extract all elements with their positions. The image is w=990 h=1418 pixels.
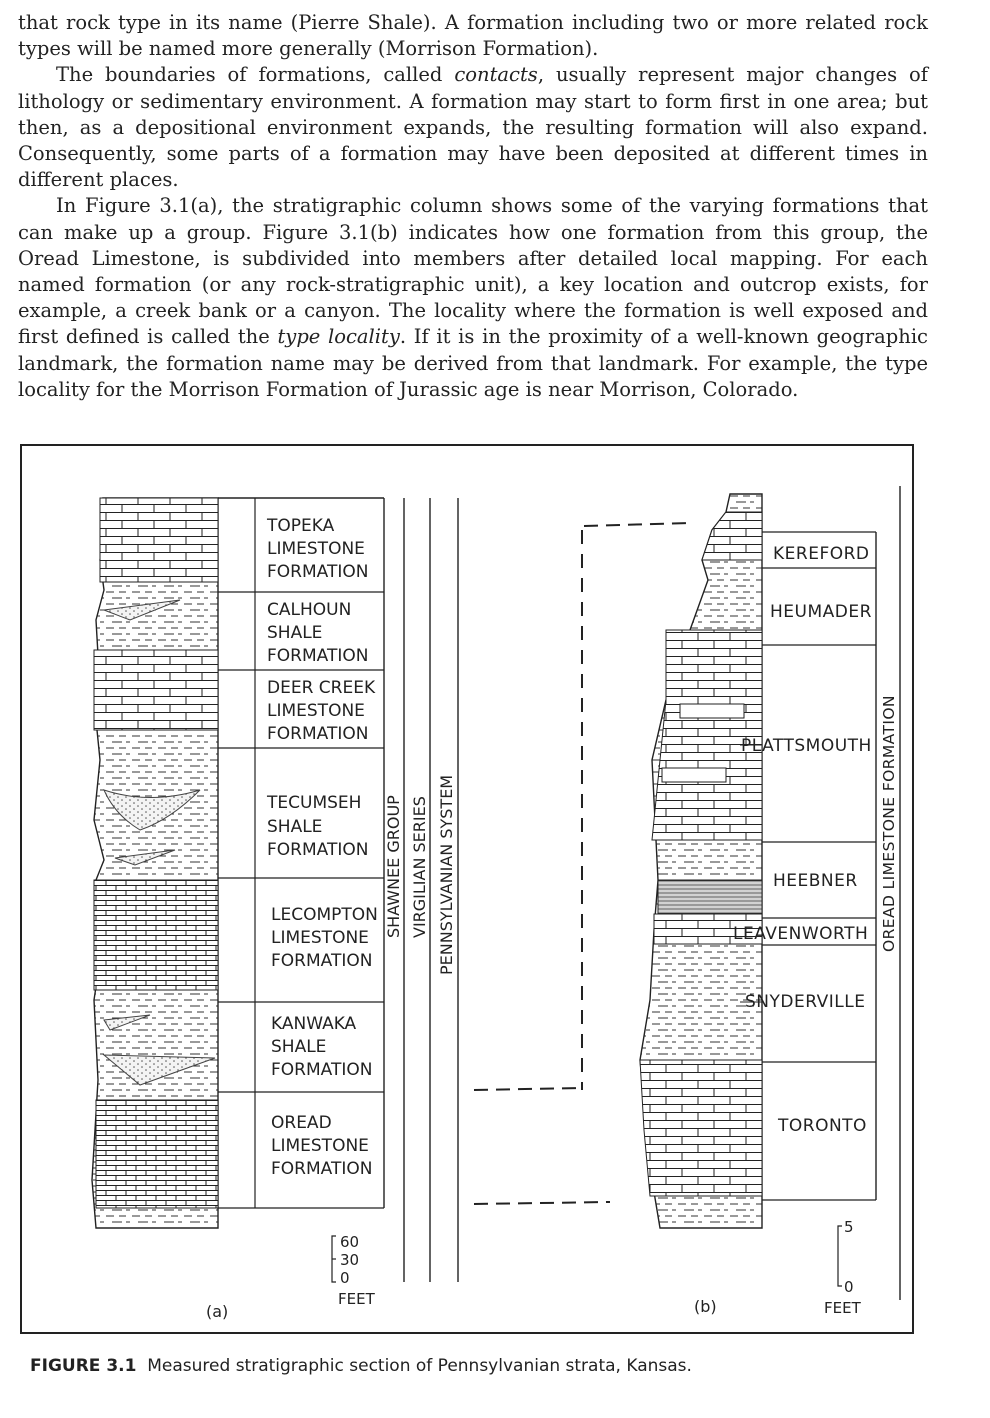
deer-creek-limestone-pattern — [94, 650, 218, 730]
column-a — [92, 498, 218, 1228]
paragraph-1: that rock type in its name (Pierre Shale). A formation including two or more related rock types will be named more generally (Morrison Formation). — [18, 11, 928, 61]
figure-caption — [30, 1356, 692, 1376]
scale-a-tick-60: 60 — [340, 1233, 360, 1251]
scale-b-unit: FEET — [824, 1299, 861, 1317]
lecompton-line-3: FORMATION — [271, 951, 373, 971]
plattsmouth-pattern — [652, 630, 762, 840]
heebner-pattern — [658, 880, 762, 914]
member-heebner: HEEBNER — [773, 871, 858, 891]
hierarchy-labels-a — [384, 775, 456, 975]
shawnee-group-label: SHAWNEE GROUP — [384, 795, 403, 938]
kanwaka-line-3: FORMATION — [271, 1060, 373, 1080]
member-snyderville: SNYDERVILLE — [745, 992, 866, 1012]
oread-line-3: FORMATION — [271, 1159, 373, 1179]
calhoun-line-2: SHALE — [267, 623, 323, 643]
formation-labels-a — [266, 516, 378, 1179]
topeka-line-3: FORMATION — [267, 562, 369, 582]
scale-labels-a — [338, 1233, 376, 1308]
member-leavenworth: LEAVENWORTH — [733, 924, 869, 944]
caption-text: Measured stratigraphic section of Pennsylvanian strata, Kansas. — [147, 1356, 692, 1376]
oread-limestone-pattern — [96, 1100, 218, 1208]
deer-creek-line-3: FORMATION — [267, 724, 369, 744]
oread-formation-label: OREAD LIMESTONE FORMATION — [880, 695, 898, 952]
deer-creek-line-2: LIMESTONE — [267, 701, 365, 721]
scale-labels-b — [824, 1218, 862, 1317]
kereford-pattern — [702, 512, 762, 560]
pennsylvanian-system-label: PENNSYLVANIAN SYSTEM — [437, 774, 456, 975]
oread-line-2: LIMESTONE — [271, 1136, 369, 1156]
deer-creek-line-1: DEER CREEK — [267, 678, 376, 698]
lecompton-line-1: LECOMPTON — [271, 905, 378, 925]
panel-b-label: (b) — [694, 1297, 717, 1316]
member-plattsmouth: PLATTSMOUTH — [741, 736, 872, 756]
scale-b-tick-0: 0 — [844, 1278, 854, 1296]
term-type-locality: type locality — [277, 325, 400, 349]
member-kereford: KEREFORD — [773, 544, 870, 564]
topeka-line-1: TOPEKA — [267, 516, 335, 536]
scale-a-unit: FEET — [338, 1290, 375, 1308]
calhoun-line-1: CALHOUN — [267, 600, 352, 620]
kanwaka-line-2: SHALE — [271, 1037, 327, 1057]
caption-label: FIGURE 3.1 — [30, 1356, 137, 1376]
paragraph-3: In Figure 3.1(a), the stratigraphic column shows some of the varying formations that can make up a group. Figure 3.1(b) indicates how one formation from this group, the Oread Limestone, is subdivided into members after detailed local mapping. For each named formation (or any rock-stratigraphic unit), a key location and outcrop exists, for example, a creek bank or a canyon. The locality where the formation is well exposed and first defined is called the type locality. If it is in the proximity of a well-known geographic landmark, the formation name may be derived from that landmark. For example, the type locality for the Morrison Formation of Jurassic age is near Morrison, Colorado. — [18, 194, 928, 401]
topeka-line-2: LIMESTONE — [267, 539, 365, 559]
scale-bar-a — [332, 1236, 336, 1282]
calhoun-line-3: FORMATION — [267, 646, 369, 666]
topeka-limestone-pattern — [100, 498, 218, 582]
member-heumader: HEUMADER — [770, 602, 872, 622]
tecumseh-line-1: TECUMSEH — [267, 793, 362, 813]
kanwaka-line-1: KANWAKA — [271, 1014, 357, 1034]
virgilian-series-label: VIRGILIAN SERIES — [410, 796, 429, 938]
panel-a-label: (a) — [206, 1302, 229, 1321]
lecompton-line-2: LIMESTONE — [271, 928, 369, 948]
paragraph-2: The boundaries of formations, called contacts, usually represent major changes of lithology or sedimentary environment. A formation may start to form first in one area; but then, as a depositional environment expands, the resulting formation will also expand. Consequently, some parts of a formation may have been deposited at different times in different places. — [18, 63, 928, 192]
member-toronto: TORONTO — [778, 1116, 867, 1136]
tecumseh-line-3: FORMATION — [267, 840, 369, 860]
column-b — [640, 494, 762, 1228]
scale-bar-b — [838, 1226, 842, 1286]
term-contacts: contacts — [454, 63, 538, 87]
scale-a-tick-30: 30 — [340, 1251, 360, 1269]
oread-line-1: OREAD — [271, 1113, 332, 1133]
scale-b-tick-5: 5 — [844, 1218, 854, 1236]
lecompton-limestone-pattern — [94, 880, 218, 990]
scale-a-tick-0: 0 — [340, 1269, 350, 1287]
toronto-pattern — [640, 1060, 762, 1196]
tecumseh-line-2: SHALE — [267, 817, 323, 837]
